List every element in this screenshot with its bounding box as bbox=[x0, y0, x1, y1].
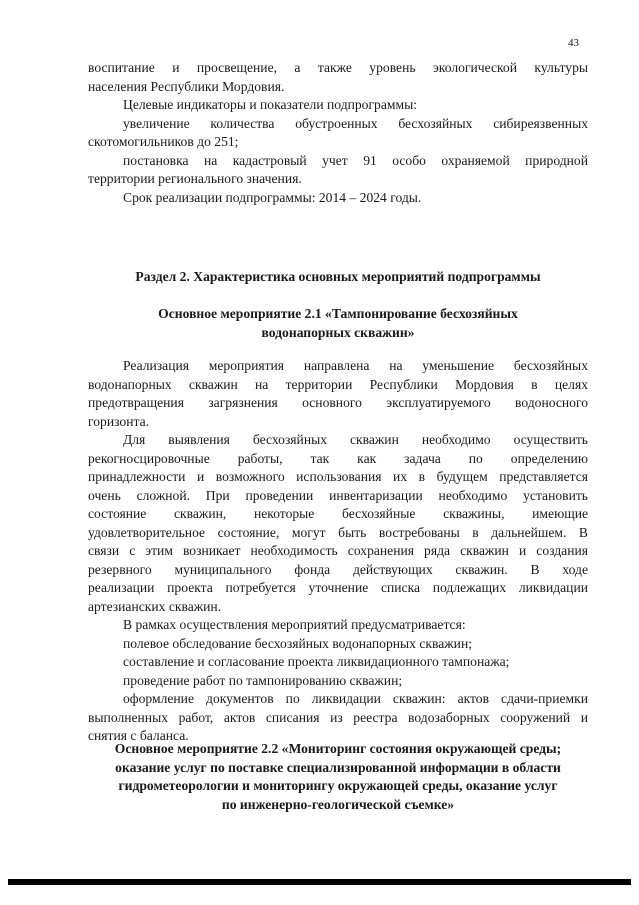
text-line: принадлежности и возможного использования их в будущем представляется bbox=[88, 469, 588, 484]
text-line: оформление документов по ликвидации скважин: актов сдачи-приемки bbox=[123, 691, 588, 706]
text-line: предотвращения загрязнения основного эксплуатируемого водоносного bbox=[88, 395, 588, 410]
text-line: рекогносцировочные работы, так как задача по определению bbox=[88, 450, 588, 466]
text-line: скотомогильников до 251; bbox=[88, 134, 239, 149]
text-line: очень сложной. При проведении инвентаризации необходимо установить bbox=[88, 487, 588, 503]
text-line: населения Республики Мордовия. bbox=[88, 78, 285, 94]
text-line: В рамках осуществления мероприятий предусматривается: bbox=[123, 617, 466, 632]
text-line: артезианских скважин. bbox=[88, 598, 222, 614]
heading-line: оказание услуг по поставке специализированной информации в области bbox=[115, 759, 561, 775]
heading-line: Основное мероприятие 2.2 «Мониторинг состояния окружающей среды; bbox=[114, 741, 562, 756]
text-line: Целевые индикаторы и показатели подпрограммы: bbox=[123, 97, 418, 112]
measure-2-1-body bbox=[88, 357, 588, 746]
text-line: проведение работ по тампонированию скважин; bbox=[123, 672, 403, 688]
text-line: территории регионального значения. bbox=[88, 171, 302, 186]
text-line: увеличение количества обустроенных бесхозяйных сибиреязвенных bbox=[123, 115, 588, 131]
measure-2-2-heading bbox=[88, 740, 588, 814]
text-line: Для выявления бесхозяйных скважин необходимо осуществить bbox=[123, 432, 588, 447]
text-line: постановка на кадастровый учет 91 особо охраняемой природной bbox=[123, 152, 588, 168]
text-line: водонапорных скважин на территории Республики Мордовия в целях bbox=[88, 376, 588, 392]
text-line: Реализация мероприятия направлена на уменьшение бесхозяйных bbox=[123, 358, 588, 373]
scan-border-bar bbox=[8, 879, 631, 885]
section-heading: Раздел 2. Характеристика основных мероприятий подпрограммы bbox=[135, 269, 541, 284]
measure-2-1-heading bbox=[88, 305, 588, 342]
text-line: Срок реализации подпрограммы: 2014 – 2024 годы. bbox=[123, 189, 422, 205]
text-line: полевое обследование бесхозяйных водонапорных скважин; bbox=[123, 635, 472, 651]
text-line: составление и согласование проекта ликвидационного тампонажа; bbox=[123, 654, 510, 669]
text-line: снятия с баланса. bbox=[88, 728, 189, 743]
text-line: удовлетворительное состояние, могут быть востребованы в дальнейшем. В bbox=[88, 524, 588, 540]
heading-line: гидрометеорологии и мониторингу окружающей среды, оказание услуг bbox=[118, 778, 558, 793]
text-line: резервного муниципального фонда действующих скважин. В ходе bbox=[88, 561, 588, 577]
heading-line: по инженерно-геологической съемке» bbox=[221, 796, 455, 812]
text-line: состояние скважин, некоторые бесхозяйные скважины, имеющие bbox=[88, 506, 588, 521]
text-line: воспитание и просвещение, а также уровень экологической культуры bbox=[88, 60, 588, 75]
text-line: связи с этим возникает необходимость сохранения ряда скважин и создания bbox=[88, 543, 588, 558]
text-line: горизонта. bbox=[88, 413, 150, 429]
heading-line: Основное мероприятие 2.1 «Тампонирование бесхозяйных bbox=[158, 306, 518, 321]
text-line: реализации проекта потребуется уточнение списка подлежащих ликвидации bbox=[88, 580, 588, 595]
text-line: выполненных работ, актов списания из реестра водозаборных сооружений и bbox=[88, 709, 588, 725]
page-number: 43 bbox=[568, 37, 579, 49]
heading-line: водонапорных скважин» bbox=[261, 324, 415, 340]
intro-text-block bbox=[88, 59, 588, 207]
